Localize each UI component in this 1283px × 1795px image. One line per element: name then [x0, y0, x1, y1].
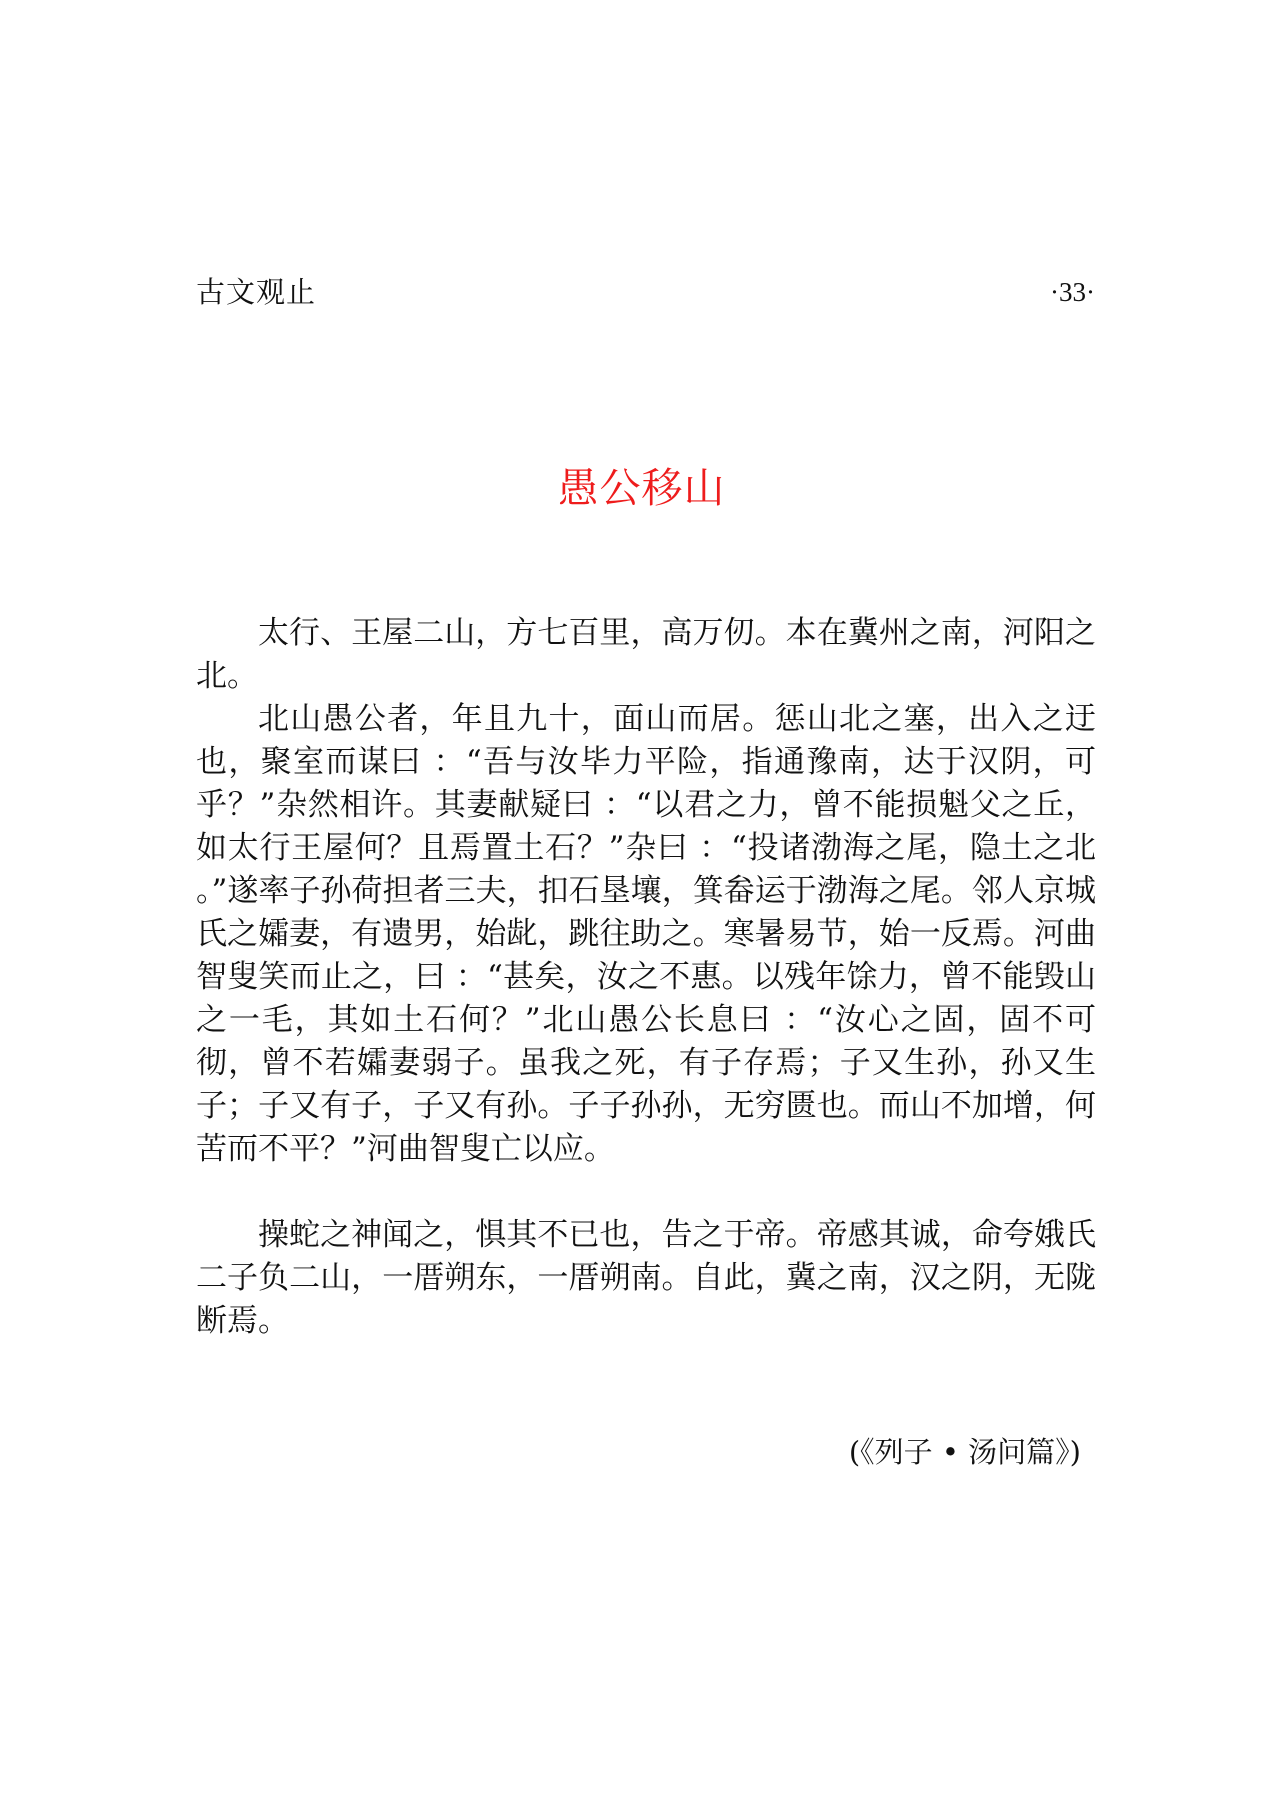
- article-body: [196, 612, 1096, 1343]
- paragraph-2: 北山愚公者，年且九十，面山而居。惩山北之塞，出入之迂也，聚室而谋曰 ：“吾与汝毕力平险，指通豫南，达于汉阴，可乎？”杂然相许。其妻献疑曰 ：“以君之力，曾不能损魁父之丘，如太行王屋何？且焉置土石？”杂曰 ：“投诸渤海之尾，隐土之北 。”遂率子孙荷担者三夫，扣石垦壤，箕畚运于渤海之尾。邻人京城氏之孀妻，有遗男，始龀，跳往助之。寒暑易节，始一反焉。河曲智叟笑而止之，曰 ：“甚矣，汝之不惠。以残年馀力，曾不能毁山之一毛，其如土石何？”北山愚公长息曰 ：“汝心之固，固不可彻，曾不若孀妻弱子。虽我之死，有子存焉；子又生孙，孙又生子；子又有子，子又有孙。子子孙孙，无穷匮也。而山不加增，何苦而不平？”河曲智叟亡以应。: [196, 701, 1096, 1167]
- article-title: 愚公移山: [557, 464, 726, 512]
- source-citation: (《列子 • 汤问篇》): [848, 1435, 1081, 1469]
- book-title: 古文观止: [196, 275, 317, 309]
- paragraph-1: 太行、王屋二山，方七百里，高万仞。本在冀州之南，河阳之北。: [196, 615, 1096, 694]
- paragraph-3: 操蛇之神闻之，惧其不已也，告之于帝。帝感其诚，命夸娥氏二子负二山，一厝朔东，一厝朔南。自此，冀之南，汉之阴，无陇断焉。: [196, 1217, 1096, 1339]
- page-number: ·33·: [1050, 277, 1095, 307]
